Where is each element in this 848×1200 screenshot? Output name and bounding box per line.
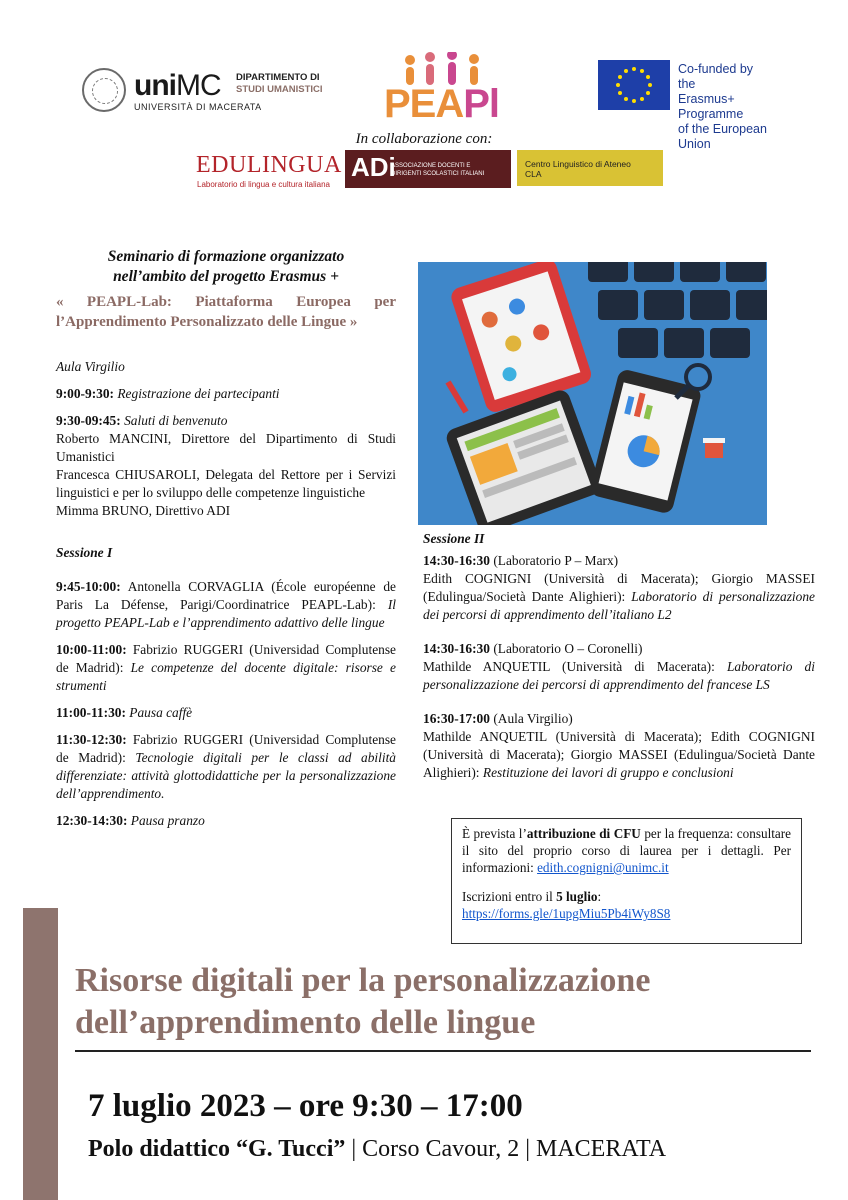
- peapl-logo: [384, 52, 506, 128]
- title-divider: [75, 1050, 811, 1052]
- eu-text: Co-funded by the Erasmus+ Programme of the European Union: [678, 62, 767, 151]
- event-date: 7 luglio 2023 – ore 9:30 – 17:00: [88, 1088, 523, 1124]
- speaker-chiusaroli: Francesca CHIUSAROLI, Delegata del Rettore per i Servizi linguistici e per lo sviluppo delle competenze linguistiche: [56, 467, 396, 500]
- peapl-people-icon: [398, 52, 494, 86]
- collaboration-label: In collaborazione con:: [355, 131, 493, 147]
- session2-item-b: Mathilde ANQUETIL (Università di Macerata): Laboratorio di personalizzazione dei percorsi di apprendimento del francese LS: [423, 659, 815, 692]
- contact-email-link[interactable]: edith.cognigni@unimc.it: [537, 860, 669, 875]
- seminar-subtitle-line1: « PEAPL-Lab: Piattaforma Europea per: [56, 294, 396, 310]
- registration-item: 9:00-9:30: Registrazione dei partecipanti: [56, 386, 280, 401]
- speaker-bruno: Mimma BRUNO, Direttivo ADI: [56, 503, 231, 518]
- digital-devices-illustration: [418, 262, 767, 525]
- unimc-wordmark: uniMC: [134, 69, 221, 102]
- program-right-column: [423, 530, 815, 782]
- room-label: Aula Virgilio: [56, 359, 125, 374]
- event-location: Polo didattico “G. Tucci” | Corso Cavour, 2 | MACERATA: [88, 1136, 667, 1162]
- speaker-mancini: Roberto MANCINI, Direttore del Dipartimento di Studi Umanistici: [56, 431, 396, 464]
- department-name: DIPARTIMENTO DI STUDI UMANISTICI: [236, 72, 323, 95]
- cla-logo: Centro Linguistico di Ateneo CLA: [517, 150, 663, 186]
- session1-item-4: 11:30-12:30: Fabrizio RUGGERI (Universidad Complutense de Madrid): Tecnologie digitali per le classi ad abilità differenziate: attività glottodidattiche per la personalizzazione dell’apprendimento.: [56, 732, 396, 801]
- cfu-info: È prevista l’attribuzione di CFU per la frequenza: consultare il sito del proprio corso di laurea per i dettagli. Per informazioni: edith.cognigni@unimc.it: [462, 826, 792, 875]
- program-left-column: [56, 247, 396, 830]
- registration-deadline: Iscrizioni entro il 5 luglio:: [462, 889, 602, 904]
- unimc-subtitle: UNIVERSITÀ DI MACERATA: [134, 102, 262, 112]
- registration-form-link[interactable]: https://forms.gle/1upgMiu5Pb4iWy8S8: [462, 906, 671, 921]
- edulingua-logo: EDULINGUA Laboratorio di lingua e cultura italiana: [196, 152, 342, 189]
- session1-item-5: 12:30-14:30: Pausa pranzo: [56, 813, 205, 828]
- seminar-subtitle-line2: l’Apprendimento Personalizzato delle Lingue »: [56, 314, 358, 330]
- eu-flag-icon: [598, 60, 670, 110]
- session1-item-3: 11:00-11:30: Pausa caffè: [56, 705, 193, 720]
- welcome-item: 9:30-09:45: Saluti di benvenuto: [56, 413, 228, 428]
- session2-label: Sessione II: [423, 531, 485, 546]
- erasmus-cofunded-logo: [598, 60, 768, 151]
- event-title: Risorse digitali per la personalizzazione dell’apprendimento delle lingue: [75, 962, 651, 1041]
- session2-item-c-time: 16:30-17:00 (Aula Virgilio): [423, 711, 573, 726]
- university-seal-icon: [82, 68, 126, 112]
- tablet-keyboard-image-icon: [418, 262, 767, 525]
- decorative-side-bar: [23, 908, 58, 1200]
- info-box: [451, 818, 802, 944]
- seminar-title: Seminario di formazione organizzato nell’ambito del progetto Erasmus +: [107, 248, 345, 285]
- adi-logo: ADi ASSOCIAZIONE DOCENTI E DIRIGENTI SCOLASTICI ITALIANI: [345, 150, 511, 188]
- session2-item-a: Edith COGNIGNI (Università di Macerata); Giorgio MASSEI (Edulingua/Società Dante Alighieri): Laboratorio di personalizzazione dei percorsi di apprendimento dell’italiano L2: [423, 571, 815, 622]
- peapl-wordmark: PEAPl: [384, 82, 500, 126]
- unimc-logo: [82, 68, 332, 128]
- session1-label: Sessione I: [56, 545, 113, 560]
- session1-item-2: 10:00-11:00: Fabrizio RUGGERI (Universidad Complutense de Madrid): Le competenze del docente digitale: risorse e strumenti: [56, 642, 396, 693]
- session2-item-a-time: 14:30-16:30 (Laboratorio P – Marx): [423, 553, 619, 568]
- session2-item-b-time: 14:30-16:30 (Laboratorio O – Coronelli): [423, 641, 643, 656]
- session1-item-1: 9:45-10:00: Antonella CORVAGLIA (École européenne de Paris La Défense, Parigi/Coordinatrice PEAPL-Lab): Il progetto PEAPL-Lab e l’apprendimento adattivo delle lingue: [56, 579, 396, 630]
- session2-item-c: Mathilde ANQUETIL (Università di Macerata); Edith COGNIGNI (Università di Macerata); Giorgio MASSEI (Edulingua/Società Dante Alighieri): Restituzione dei lavori di gruppo e conclusioni: [423, 729, 815, 780]
